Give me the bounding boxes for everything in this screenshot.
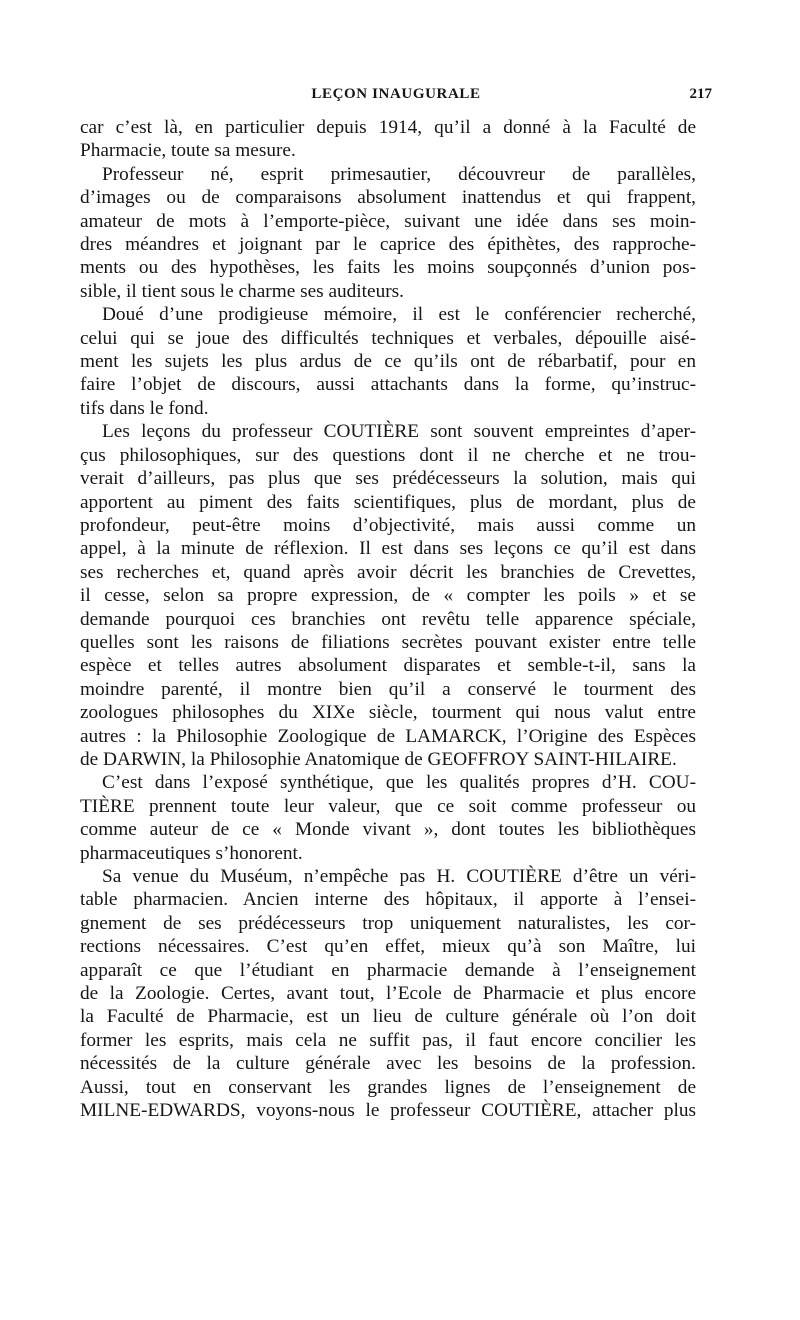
text-line: nécessités de la culture générale avec les besoins de la profession.: [80, 1053, 696, 1075]
text-line: celui qui se joue des difficultés techniques et verbales, dépouille aisé-: [80, 327, 696, 349]
text-line: TIÈRE prennent toute leur valeur, que ce soit comme professeur ou: [80, 795, 696, 817]
text-line: espèce et telles autres absolument disparates et semble-t-il, sans la: [80, 655, 696, 677]
text-line: rections nécessaires. C’est qu’en effet, mieux qu’à son Maître, lui: [80, 936, 696, 958]
text-line: apportent au piment des faits scientifiques, plus de mordant, plus de: [80, 491, 696, 513]
text-line: apparaît ce que l’étudiant en pharmacie demande à l’enseignement: [80, 959, 696, 981]
body-text: [80, 116, 696, 1122]
text-line: dres méandres et joignant par le caprice des épithètes, des rapproche-: [80, 234, 696, 256]
text-line: ses recherches et, quand après avoir décrit les branchies de Crevettes,: [80, 561, 696, 583]
text-line: amateur de mots à l’emporte-pièce, suivant une idée dans ses moin-: [80, 210, 696, 232]
text-line: tifs dans le fond.: [80, 397, 209, 419]
text-line: d’images ou de comparaisons absolument inattendus et qui frappent,: [80, 187, 696, 209]
text-line: Pharmacie, toute sa mesure.: [80, 140, 296, 162]
running-title: LEÇON INAUGURALE: [311, 86, 481, 102]
text-line: quelles sont les raisons de filiations secrètes pouvant exister entre telle: [80, 631, 696, 653]
text-line: ment les sujets les plus ardus de ce qu’ils ont de rébarbatif, pour en: [80, 351, 696, 373]
text-line: table pharmacien. Ancien interne des hôpitaux, il apporte à l’ensei-: [80, 889, 696, 911]
text-line: Sa venue du Muséum, n’empêche pas H. COUTIÈRE d’être un véri-: [102, 866, 696, 887]
text-line: profondeur, peut-être moins d’objectivité, mais aussi comme un: [80, 514, 696, 536]
text-line: C’est dans l’exposé synthétique, que les qualités propres d’H. COU-: [102, 772, 696, 794]
text-line: comme auteur de ce « Monde vivant », dont toutes les bibliothèques: [80, 819, 696, 841]
text-line: Les leçons du professeur COUTIÈRE sont souvent empreintes d’aper-: [102, 421, 696, 443]
text-line: autres : la Philosophie Zoologique de LAMARCK, l’Origine des Espèces: [80, 725, 696, 747]
text-line: demande pourquoi ces branchies ont revêtu telle apparence spéciale,: [80, 608, 696, 630]
text-line: sible, il tient sous le charme ses auditeurs.: [80, 280, 404, 302]
text-line: Doué d’une prodigieuse mémoire, il est le conférencier recherché,: [102, 304, 696, 326]
text-line: former les esprits, mais cela ne suffit pas, il faut encore concilier les: [80, 1029, 696, 1051]
page-number: 217: [689, 86, 712, 102]
text-line: gnement de ses prédécesseurs trop uniquement naturalistes, les cor-: [80, 912, 696, 934]
text-line: de la Zoologie. Certes, avant tout, l’Ecole de Pharmacie et plus encore: [80, 983, 696, 1005]
text-line: zoologues philosophes du XIXe siècle, tourment qui nous valut entre: [80, 702, 696, 724]
text-line: Professeur né, esprit primesautier, découvreur de parallèles,: [102, 163, 696, 185]
text-line: la Faculté de Pharmacie, est un lieu de culture générale où l’on doit: [80, 1006, 696, 1028]
text-line: MILNE-EDWARDS, voyons-nous le professeur COUTIÈRE, attacher plus: [80, 1100, 696, 1122]
text-line: faire l’objet de discours, aussi attachants dans la forme, qu’instruc-: [80, 374, 696, 396]
text-line: Aussi, tout en conservant les grandes lignes de l’enseignement de: [80, 1076, 696, 1098]
text-line: çus philosophiques, sur des questions dont il ne cherche et ne trou-: [80, 444, 696, 466]
text-line: de DARWIN, la Philosophie Anatomique de GEOFFROY SAINT-HILAIRE.: [80, 748, 677, 770]
running-head: [80, 86, 712, 108]
text-line: appel, à la minute de réflexion. Il est dans ses leçons ce qu’il est dans: [80, 538, 696, 560]
text-line: ments ou des hypothèses, les faits les moins soupçonnés d’union pos-: [80, 257, 696, 279]
text-line: verait d’ailleurs, pas plus que ses prédécesseurs la solution, mais qui: [80, 468, 696, 490]
text-line: car c’est là, en particulier depuis 1914, qu’il a donné à la Faculté de: [80, 117, 696, 138]
text-line: pharmaceutiques s’honorent.: [80, 842, 303, 864]
text-line: il cesse, selon sa propre expression, de « compter les poils » et se: [80, 585, 696, 607]
text-line: moindre parenté, il montre bien qu’il a conservé le tourment des: [80, 678, 696, 700]
